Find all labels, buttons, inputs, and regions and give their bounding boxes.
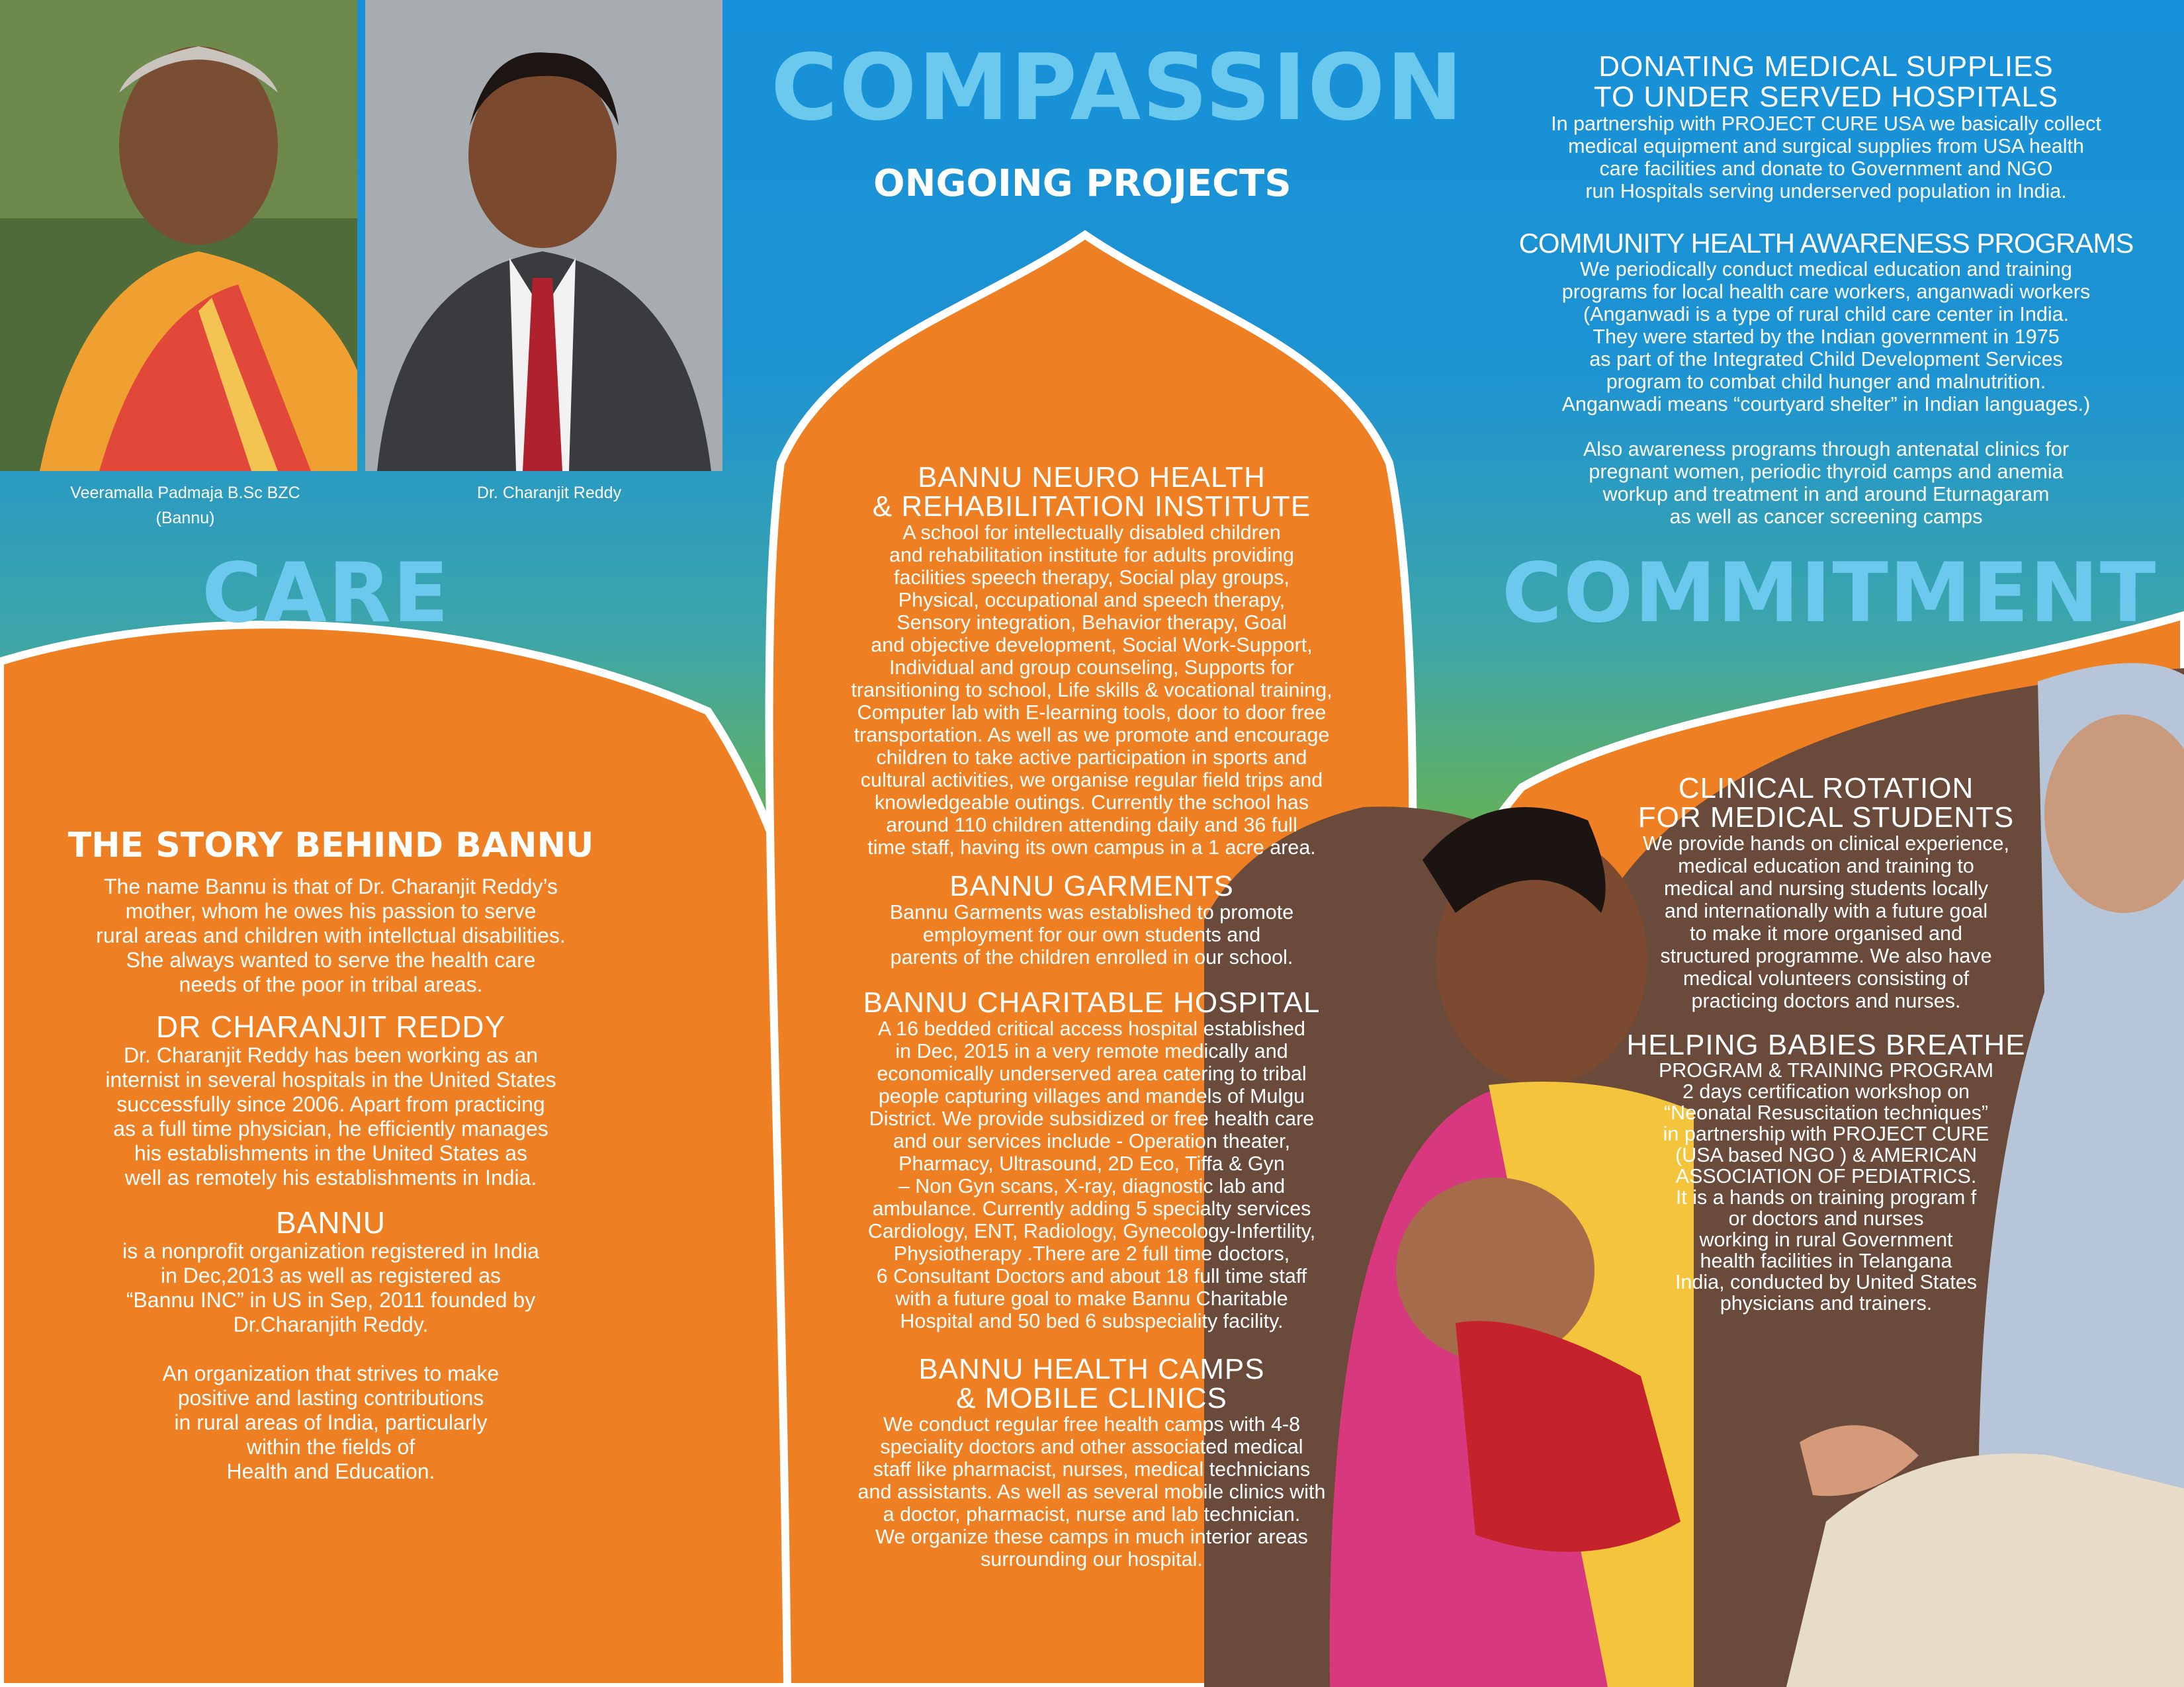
mission-text: An organization that strives to make positive and lasting contributions in rural areas of India, particularly within the fields of Health and Education.: [162, 1362, 500, 1483]
babies-title: HELPING BABIES BREATHE: [1626, 1029, 2026, 1061]
community-title: COMMUNITY HEALTH AWARENESS PROGRAMS: [1518, 228, 2134, 259]
camps-title: BANNU HEALTH CAMPS & MOBILE CLINICS: [918, 1353, 1265, 1414]
right-panel-bottom: [1575, 774, 2077, 1314]
bannu-title: BANNU: [275, 1205, 386, 1240]
dr-title: DR CHARANJIT REDDY: [155, 1010, 506, 1044]
donating-text: In partnership with PROJECT CURE USA we basically collect medical equipment and surgical supplies from USA health care facilities and donate to Government and NGO run Hospitals serving underserved population in India.: [1551, 112, 2101, 202]
camps-text: We conduct regular free health camps with 4-8 speciality doctors and other associated medical staff like pharmacist, nurses, medical technicians and assistants. As well as several mobile clinics with a doctor, pharmacist, nurse and lab technician. We organize these camps in much interior areas surrounding our hospital.: [857, 1413, 1326, 1571]
babies-text: PROGRAM & TRAINING PROGRAM 2 days certification workshop on “Neonatal Resuscitation techniques” in partnership with PROJECT CURE (USA based NGO ) & AMERICAN ASSOCIATION OF PEDIATRICS. It is a hands on training program f or doctors and nurses working in rural Government health facilities in Telangana India, conducted by United States physicians and trainers.: [1658, 1059, 1994, 1315]
donating-title: DONATING MEDICAL SUPPLIES TO UNDER SERVED HOSPITALS: [1593, 50, 2059, 113]
clinical-title: CLINICAL ROTATION FOR MEDICAL STUDENTS: [1638, 772, 2015, 834]
heading-care: CARE: [202, 546, 451, 641]
left-panel: [26, 826, 635, 1484]
bannu-text: is a nonprofit organization registered in India in Dec,2013 as well as registered as “Bannu INC” in US in Sep, 2011 founded by Dr.Charanjith Reddy.: [122, 1239, 539, 1336]
heading-compassion: COMPASSION: [771, 34, 1464, 141]
story-title: THE STORY BEHIND BANNU: [67, 826, 594, 865]
right-panel-top: [1482, 52, 2170, 528]
photo-caption-man: Dr. Charanjit Reddy: [476, 484, 622, 502]
photo-caption-woman: Veeramalla Padmaja B.Sc BZC (Bannu): [70, 484, 300, 527]
neuro-text: A school for intellectually disabled children and rehabilitation institute for adults providing facilities speech therapy, Social play groups, Physical, occupational and speech therapy, Sensory integration, Behavior therapy, Goal and objective development, Social Work-Support, Individual and group counseling, Supports for transitioning to school, Life skills & vocational training, Computer lab with E-learning tools, door to door free transportation. As well as we promote and encourage children to take active participation in sports and cultural activities, we organise regular field trips and knowledgeable outings. Currently the school has around 110 children attending daily and 36 full time staff, having its own campus in a 1 acre area.: [851, 521, 1332, 859]
awareness-text: Also awareness programs through antenatal clinics for pregnant women, periodic thyroid camps and anemia workup and treatment in and around Eturnagaram as well as cancer screening camps: [1583, 438, 2070, 528]
photo-woman: [0, 0, 357, 471]
center-panel: [794, 463, 1389, 1571]
garments-title: BANNU GARMENTS: [949, 870, 1234, 902]
photo-man: [365, 0, 722, 471]
dr-text: Dr. Charanjit Reddy has been working as an internist in several hospitals in the United States successfully since 2006. Apart from practicing as a full time physician, he efficiently manages his establishments in the United States as well as remotely his establishments in India.: [105, 1043, 556, 1190]
story-text: The name Bannu is that of Dr. Charanjit Reddy’s mother, whom he owes his passion to serve rural areas and children with intellctual disabilities. She always wanted to serve the health care needs of the poor in tribal areas.: [96, 875, 566, 996]
hospital-text: A 16 bedded critical access hospital established in Dec, 2015 in a very remote medically and economically underserved area catering to tribal people capturing villages and mandels of Mulgu District. We provide subsidized or free health care and our services include - Operation theater, Pharmacy, Ultrasound, 2D Eco, Tiffa & Gyn – Non Gyn scans, X-ray, diagnostic lab and ambulance. Currently adding 5 specialty services Cardiology, ENT, Radiology, Gynecology-Infertility, Physiotherapy .There are 2 full time doctors, 6 Consultant Doctors and about 18 full time staff with a future goal to make Bannu Charitable Hospital and 50 bed 6 subspeciality facility.: [867, 1017, 1316, 1332]
neuro-title: BANNU NEURO HEALTH & REHABILITATION INSTITUTE: [872, 461, 1311, 523]
hospital-title: BANNU CHARITABLE HOSPITAL: [863, 986, 1321, 1019]
heading-ongoing-projects: ONGOING PROJECTS: [873, 162, 1291, 205]
heading-commitment: COMMITMENT: [1502, 546, 2158, 641]
community-text: We periodically conduct medical education and training programs for local health care workers, anganwadi workers (Anganwadi is a type of rural child care center in India. They were started by the Indian government in 1975 as part of the Integrated Child Development Services program to combat child hunger and malnutrition. Anganwadi means “courtyard shelter” in Indian languages.): [1561, 258, 2091, 415]
clinical-text: We provide hands on clinical experience, medical education and training to medical and nursing students locally and internationally with a future goal to make it more organised and structured programme. We also have medical volunteers consisting of practicing doctors and nurses.: [1643, 832, 2009, 1012]
garments-text: Bannu Garments was established to promote employment for our own students and parents of the children enrolled in our school.: [889, 901, 1294, 969]
